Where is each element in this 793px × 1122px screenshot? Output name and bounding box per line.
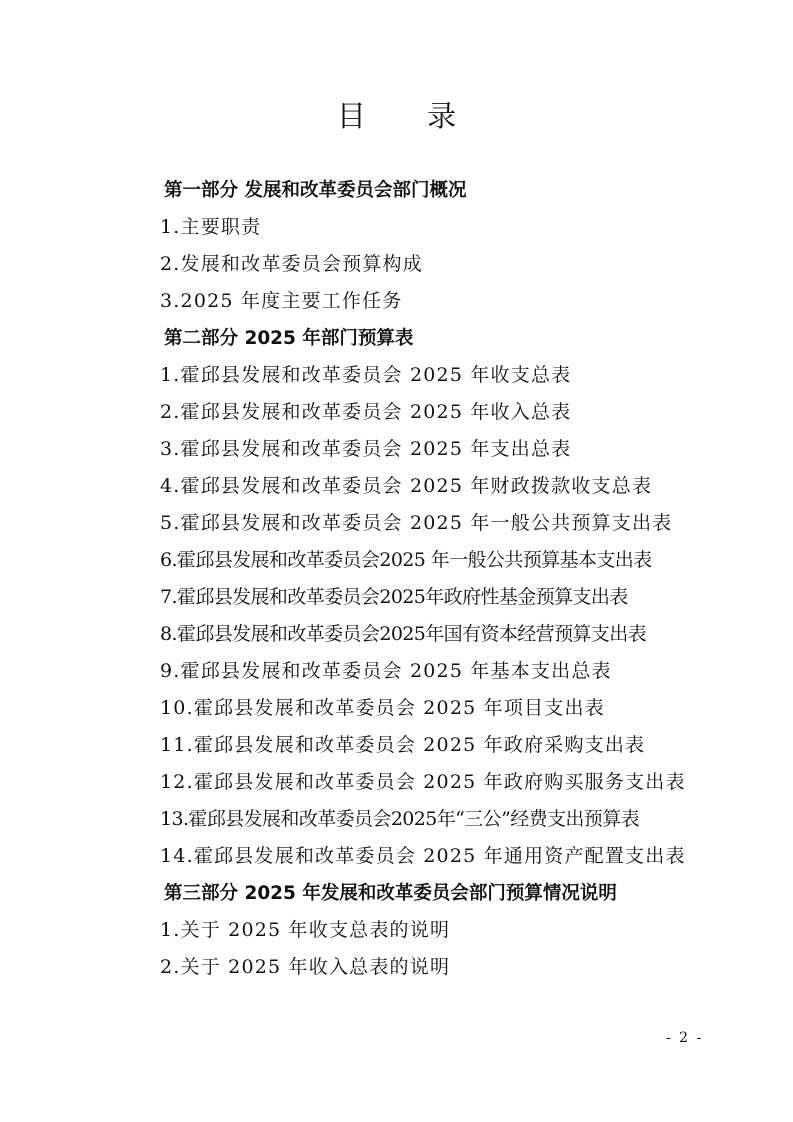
table-of-contents [160, 172, 760, 986]
toc-entry: 1.主要职责 [160, 216, 262, 238]
toc-entry: 14.霍邱县发展和改革委员会 2025 年通用资产配置支出表 [160, 845, 686, 867]
toc-entry: 2.关于 2025 年收入总表的说明 [160, 956, 451, 978]
toc-entry: 4.霍邱县发展和改革委员会 2025 年财政拨款收支总表 [160, 475, 653, 497]
toc-entry: 11.霍邱县发展和改革委员会 2025 年政府采购支出表 [160, 734, 646, 756]
page-number: - 2 - [666, 1030, 704, 1046]
page-title: 目 录 [336, 99, 483, 133]
toc-entry: 1.关于 2025 年收支总表的说明 [160, 919, 451, 941]
toc-entry: 7.霍邱县发展和改革委员会2025年政府性基金预算支出表 [160, 586, 628, 608]
toc-section-heading: 第一部分 发展和改革委员会部门概况 [164, 180, 467, 201]
toc-entry: 5.霍邱县发展和改革委员会 2025 年一般公共预算支出表 [160, 512, 673, 534]
toc-entry: 1.霍邱县发展和改革委员会 2025 年收支总表 [160, 364, 572, 386]
toc-entry: 12.霍邱县发展和改革委员会 2025 年政府购买服务支出表 [160, 771, 686, 793]
toc-entry: 10.霍邱县发展和改革委员会 2025 年项目支出表 [160, 697, 605, 719]
toc-entry: 13.霍邱县发展和改革委员会2025年“三公”经费支出预算表 [160, 808, 639, 830]
toc-entry: 6.霍邱县发展和改革委员会2025 年一般公共预算基本支出表 [160, 549, 652, 571]
toc-entry: 8.霍邱县发展和改革委员会2025年国有资本经营预算支出表 [160, 623, 647, 645]
toc-section-heading: 第二部分 2025 年部门预算表 [164, 328, 414, 349]
toc-entry: 3.2025 年度主要工作任务 [160, 290, 403, 312]
toc-section-heading: 第三部分 2025 年发展和改革委员会部门预算情况说明 [164, 883, 617, 904]
toc-entry: 2.发展和改革委员会预算构成 [160, 253, 423, 275]
toc-entry: 3.霍邱县发展和改革委员会 2025 年支出总表 [160, 438, 572, 460]
toc-entry: 9.霍邱县发展和改革委员会 2025 年基本支出总表 [160, 660, 612, 682]
toc-entry: 2.霍邱县发展和改革委员会 2025 年收入总表 [160, 401, 572, 423]
